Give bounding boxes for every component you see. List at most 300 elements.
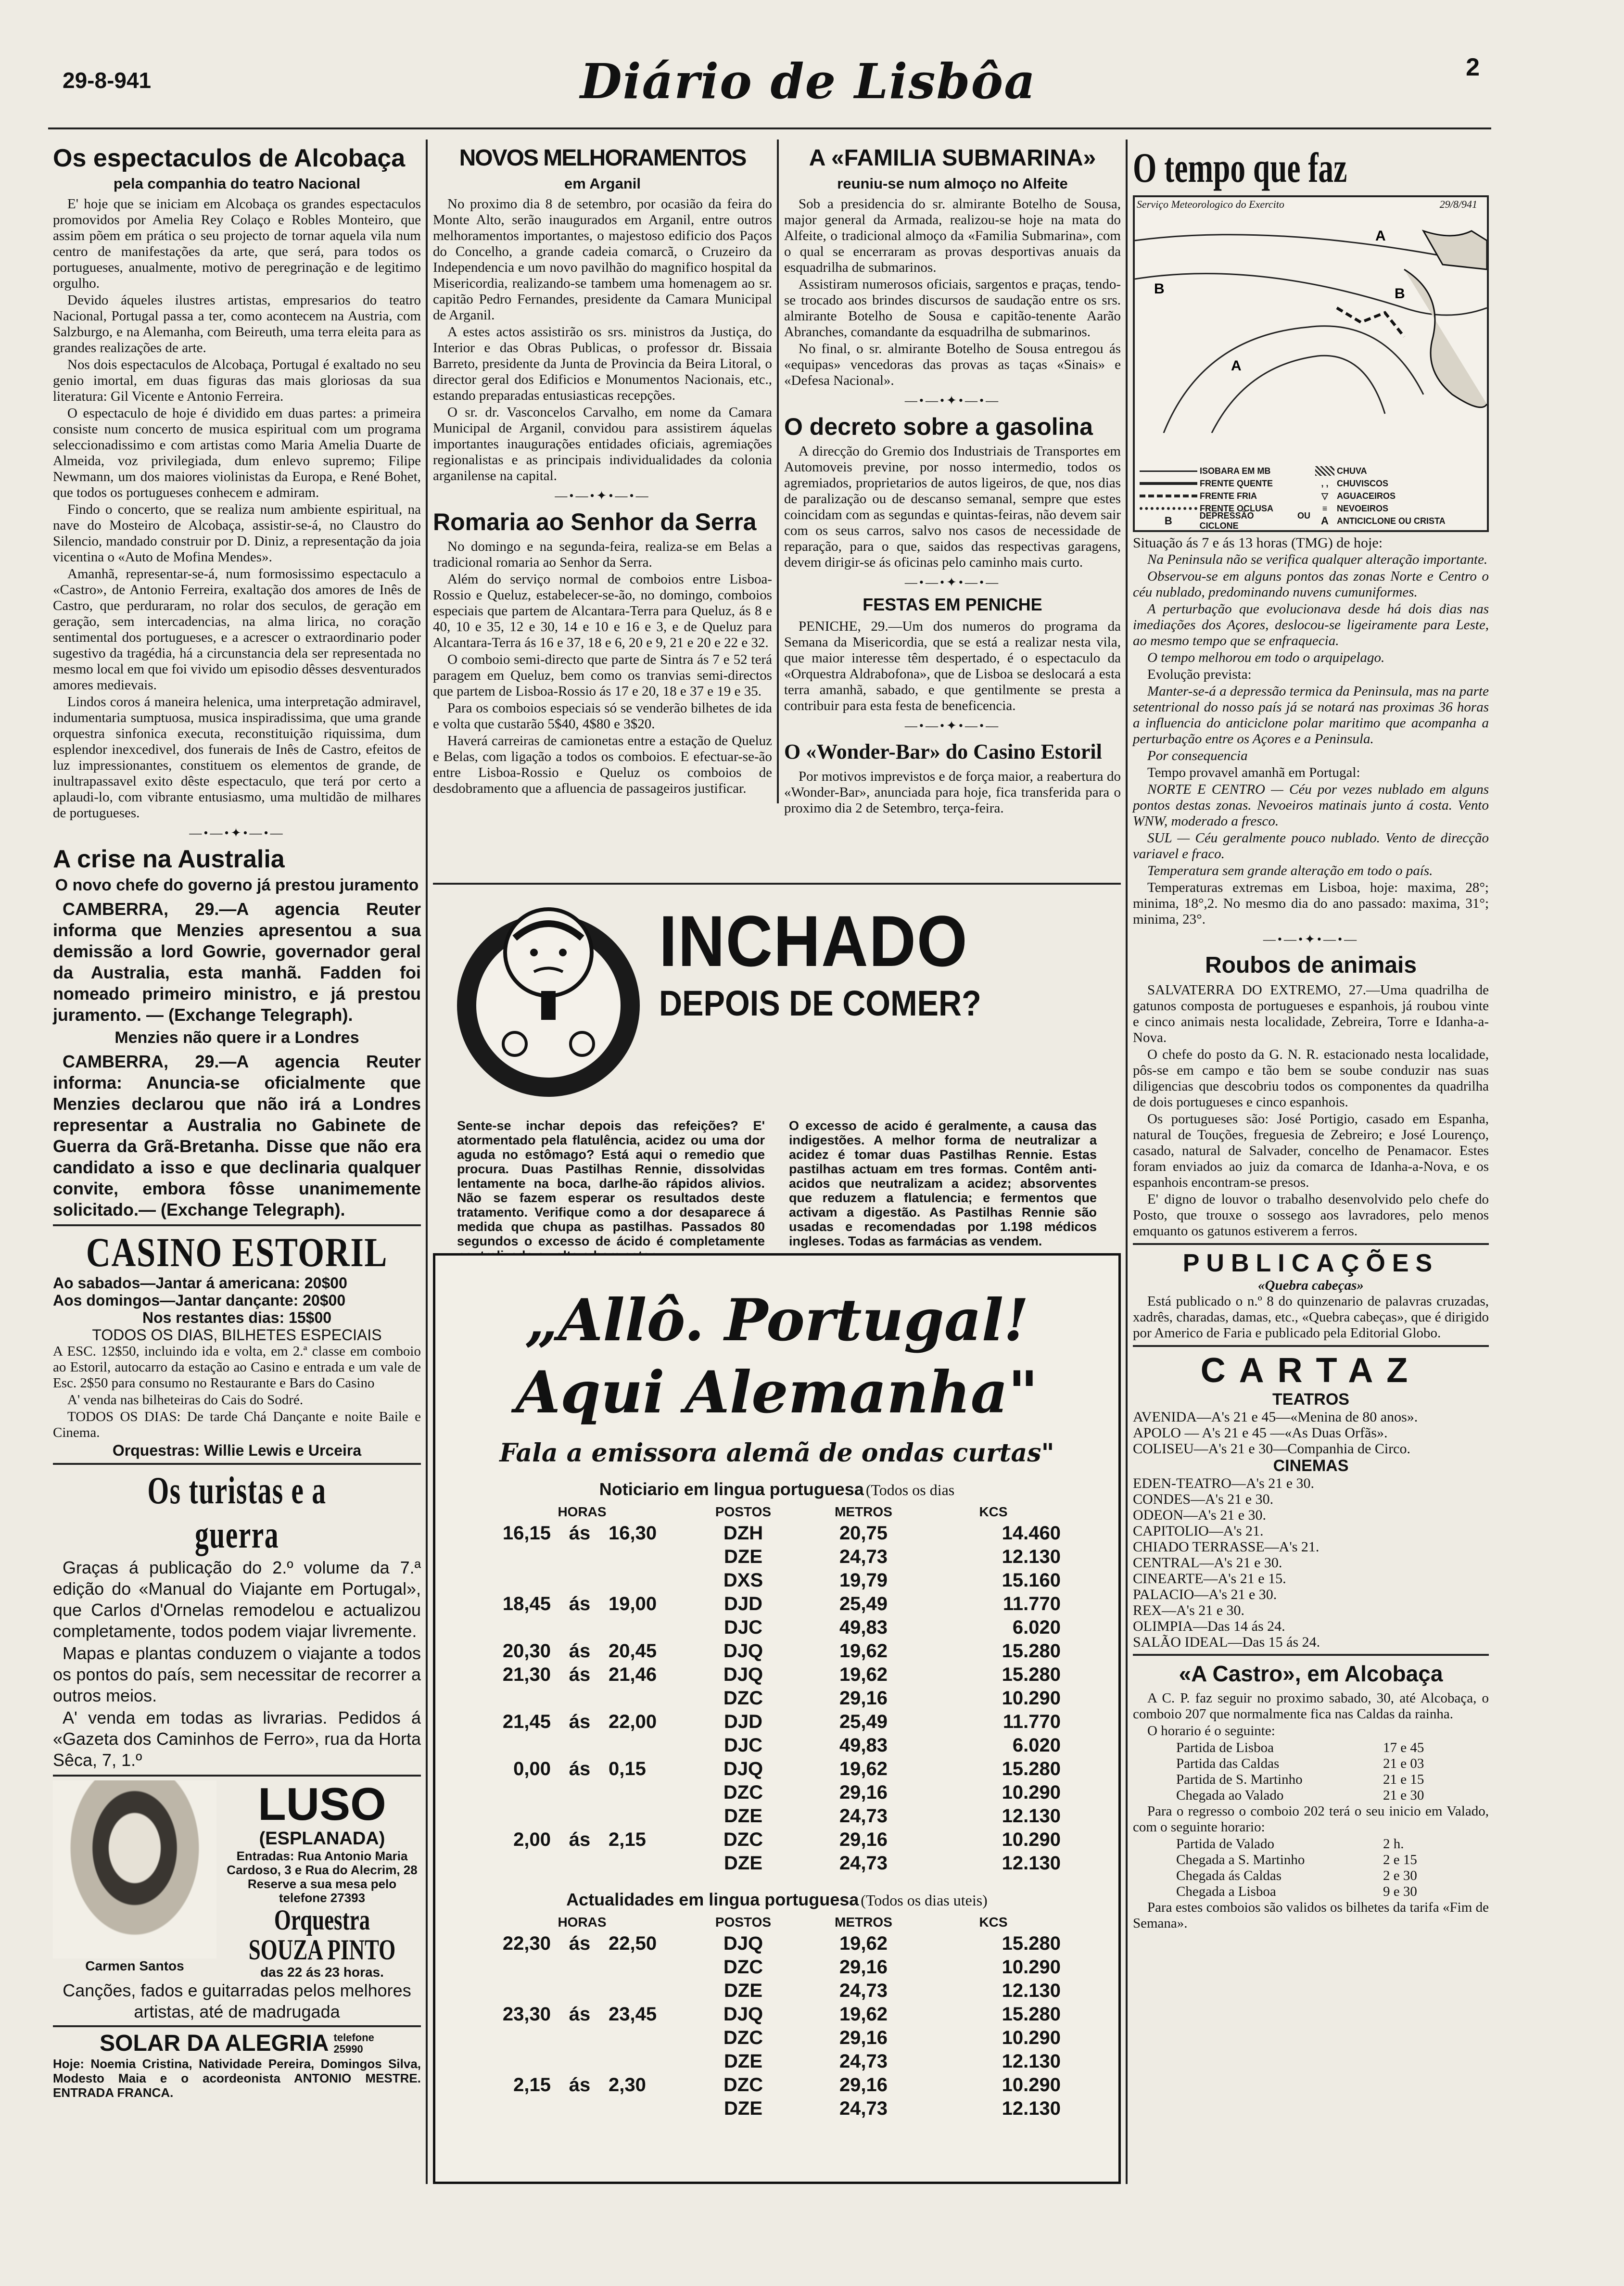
schedule-cell [551,1804,609,1828]
schedule-row [479,1757,1061,1781]
timetable-stop: Chegada ás Caldas [1176,1868,1282,1883]
paragraph: A estes actos assistirão os srs. ministros da Justiça, do Interior e das Obras Publicas, o professor dr. Bissaia Barreto, presidente da Junta de Provincia da Beira Litoral, o director geral dos Edificios e Monumentos Nacionais, etc., estando preparadas entusiasticas recepções. [433,324,772,403]
schedule-cell [551,2050,609,2073]
legend-label: DEPRESSÃO OU CICLONE [1199,511,1310,531]
schedule-cell: ás [569,1664,591,1685]
paragraph: Sob a presidencia do sr. almirante Botelho de Sousa, major general da Armada, realizou-se hoje na mata do Alfeite, o tradicional almoço da «Familia Submarina», com o qual se encerraram as provas desportivas anuais da esquadrilha de submarinos. [784,196,1121,275]
schedule-cell: 19,00 [609,1593,657,1614]
schedule-row [479,1956,1061,1979]
schedule-row [479,2073,1061,2097]
schedule-cell: 15.280 [1002,1758,1061,1779]
portrait-photo [53,1780,216,1958]
schedule-cell: 20,75 [839,1523,888,1544]
schedule-cell: 29,16 [839,1829,888,1850]
paragraph: Para estes comboios são validos os bilhetes da tarifa «Fim de Semana». [1133,1900,1489,1931]
separator-ornament: —•—•✦•—•— [555,489,650,503]
teatros-list [1133,1409,1489,1457]
paragraph: E' digno de louvor o trabalho desenvolvido pelo chefe do Posto, que trouxe o sossego aos lavradores, pelo menos emquanto os gatunos estiverem a ferros. [1133,1192,1489,1239]
anticyclone-symbol: A [1321,515,1329,527]
ad-line: Nos restantes dias: 15$00 [142,1309,332,1326]
schedule-cell [609,1687,685,1710]
section-rule [53,1463,421,1465]
schedule-cell: 29,16 [839,2027,888,2048]
ad-rennie-inchado [433,890,1121,1246]
schedule-cell: 10.290 [1002,1782,1061,1803]
ad-luso [53,1780,421,1980]
schedule-row [479,1828,1061,1852]
schedule-cell: 22,50 [609,1933,657,1954]
schedule-row [479,1616,1061,1639]
schedule-cell: 12.130 [1002,1980,1061,2001]
schedule-cell: 12.130 [1002,1853,1061,1874]
paragraph: Nos dois espectaculos de Alcobaça, Portugal é exaltado no seu genio imortal, em duas figuras das mais gloriosas da sua literatura: Gil Vicente e Antonio Ferreira. [53,357,421,404]
legend-label: NEVOEIROS [1337,503,1389,513]
schedule-cell: 19,62 [839,1758,888,1779]
paragraph: Está publicado o n.º 8 do quinzenario de palavras cruzadas, xadrês, charadas, damas, etc., «Quebra cabeças», que é dirigido por Americo de Faria e publicado pela Editorial Globo. [1133,1294,1489,1341]
timetable-time: 9 e 30 [1383,1884,1417,1899]
newspaper-name: Diário de Lisbôa [580,53,1037,110]
schedule-cell: ás [569,1593,591,1614]
schedule-cell: 2,15 [513,2074,551,2096]
column-3 [784,144,1121,817]
article-wonderbar [784,738,1121,816]
headline: O «Wonder-Bar» do Casino Estoril [784,740,1102,763]
schedule-cell: 29,16 [839,1688,888,1709]
article-castro-alcobaca [1133,1660,1489,1931]
schedule-cell: DJQ [723,2004,763,2025]
train-timetable [1133,1836,1489,1900]
svg-text:B: B [1395,286,1405,302]
schedule-cell [479,1687,551,1710]
paragraph: A C. P. faz seguir no proximo sabado, 30, até Alcobaça, o comboio 207 que normalmente fica nas Caldas da rainha. [1133,1690,1489,1722]
subheadline: «Quebra cabeças» [1258,1278,1364,1293]
ad-radio-alemanha [433,1253,1121,2184]
schedule-cell: 19,62 [839,1640,888,1662]
svg-text:B: B [1154,281,1165,297]
paragraph: NORTE E CENTRO — Céu por vezes nublado em alguns pontos destas zonas. Nevoeiros matinais junto á costa. Vento WNW, moderado a fresco. [1133,782,1489,829]
paragraph: O comboio semi-directo que parte de Sintra ás 7 e 52 terá paragem em Queluz, bem como os tranvias semi-directos que partem de Lisboa-Rossio ás 17 e 20, 18 e 37 e 19 e 35. [433,652,772,699]
headline: A crise na Australia [53,845,285,873]
paragraph: O tempo melhorou em todo o arquipelago. [1147,650,1385,665]
schedule-note: (Todos os dias [865,1481,955,1499]
isobar-chart [1135,212,1487,433]
paragraph: Graças á publicação do 2.º volume da 7.ª edição do «Manual do Viajante em Portugal», que Carlos d'Ornelas remodelou e actualizou completamente, todos podem viajar livremente. [53,1558,421,1641]
legend-label: FRENTE FRIA [1200,491,1257,501]
showers-symbol: ▽ [1321,491,1328,501]
schedule-row [479,1781,1061,1804]
column-rule [426,140,428,2184]
schedule-cell: 20,30 [502,1640,551,1662]
schedule-cell: 12.130 [1002,1546,1061,1567]
ad-subheadline: DEPOIS DE COMER? [659,983,981,1023]
legend-label: ANTICICLONE OU CRISTA [1337,516,1446,526]
schedule-row [479,2097,1061,2121]
schedule-cell: 10.290 [1002,1956,1061,1978]
photo-caption: Carmen Santos [85,1958,184,1973]
schedule-cell: DZC [723,2074,763,2096]
ad-line: Orquestras: Willie Lewis e Urceira [112,1442,362,1459]
ad-line: TODOS OS DIAS, BILHETES ESPECIAIS [92,1326,382,1344]
timetable-stop: Chegada a S. Martinho [1176,1852,1305,1867]
schedule-cell: 15.160 [1002,1570,1061,1591]
headline: A «FAMILIA SUBMARINA» [809,145,1096,171]
ad-line: Hoje: Noemia Cristina, Natividade Pereira, Domingos Silva, Modesto Maia e o acordeonista ANTONIO MESTRE. ENTRADA FRANCA. [53,2057,421,2100]
schedule-cell: 10.290 [1002,1688,1061,1709]
schedule-row [479,1734,1061,1757]
schedule-cell: 2,30 [609,2074,646,2096]
paragraph: A' venda nas bilheteiras do Cais do Sodré. [67,1392,304,1408]
ad-title: SOLAR DA ALEGRIA [100,2031,329,2056]
paragraph: Mapas e plantas conduzem o viajante a todos os pontos do país, sem necessitar de recorrer a outros meios. [53,1643,421,1705]
schedule-cell: DXS [723,1570,763,1591]
schedule-cell: 2,15 [609,1829,646,1850]
schedule-cell [551,1616,609,1639]
column-1 [53,144,421,2100]
schedule-cell: 15.280 [1002,1640,1061,1662]
schedule-cell: 12.130 [1002,1805,1061,1827]
map-date: 29/8/941 [1439,198,1477,210]
paragraph: Por consequencia [1147,748,1248,763]
schedule-cell [479,1979,551,2003]
listing-item: CONDES—A's 21 e 30. [1133,1491,1274,1507]
paragraph: Haverá carreiras de camionetas entre a estação de Queluz e Belas, com ligação a todos os comboios. E efectuar-se-ão entre Lisboa-Rossio e Queluz os comboios de desdobramento que a afluencia de passageiros justificar. [433,733,772,796]
schedule-cell: 22,30 [502,1933,551,1954]
timetable-time: 21 e 30 [1383,1788,1424,1803]
schedule-cell [609,1804,685,1828]
schedule-row [479,1522,1061,1545]
section-title: PUBLICAÇÕES [1182,1249,1439,1277]
schedule-cell: 6.020 [1012,1735,1061,1756]
paragraph: E' hoje que se iniciam em Alcobaça os grandes espectaculos promovidos por Amelia Rey Colaço e Robles Monteiro, que assim põem em prática o seu projecto de tornar aquela vila num centro de manifestações da arte, que será, para todos os portugueses, anualmente, motivo de peregrinação e de legitimo orgulho. [53,196,421,291]
ad-title-line-2: Aqui Alemanha" [515,1359,1039,1426]
schedule-cell [551,1545,609,1569]
timetable-row [1133,1852,1489,1868]
listing-item: AVENIDA—A's 21 e 45—«Menina de 80 anos». [1133,1409,1418,1425]
listing-item: PALACIO—A's 21 e 30. [1133,1587,1277,1602]
schedule-cell: 11.770 [1002,1711,1061,1732]
schedule-cell [551,1979,609,2003]
schedule-cell [551,1852,609,1875]
map-legend [1140,465,1486,531]
schedule-cell: 19,79 [839,1570,888,1591]
schedule-cell: DJC [723,1617,763,1638]
schedule-cell: 24,73 [839,1546,888,1567]
schedule-cell: 25,49 [839,1593,888,1614]
rain-symbol [1315,466,1334,476]
schedule-cell: 0,00 [513,1758,551,1779]
schedule-cell: 10.290 [1002,1829,1061,1850]
timetable-stop: Partida das Caldas [1176,1756,1280,1771]
section-rule [53,2025,421,2027]
schedule-cell: ás [569,1758,591,1779]
schedule-cell: 29,16 [839,1956,888,1978]
paragraph: Amanhã, representar-se-á, num formosissimo espectaculo a «Castro», de Antonio Ferreira, exaltação dos amores de Inês de Castro, que perduraram, no rolar dos seculos, de geração em geração, sem intercadencias, na alma lirica, no coração sentimental dos portugueses, e a acrescer o extraordinario poder sugestivo da tragédia, há a circunstancia dela ser representada no mesmo local em que foi vivido um episodio dêsses desventurados amores medievais. [53,566,421,693]
isobar-symbol [1140,470,1197,472]
schedule-cell: 24,73 [839,2098,888,2119]
schedule-cell: 15.280 [1002,2004,1061,2025]
paragraph: Por motivos imprevistos e de força maior, a reabertura do «Wonder-Bar», anunciada para hoje, fica transferida para o proximo dia 2 de Setembro, terça-feira. [784,769,1121,816]
schedule-cell: DJQ [723,1933,763,1954]
schedule-cell: DZE [724,2098,762,2119]
cold-front-symbol [1140,495,1197,497]
headline: NOVOS MELHORAMENTOS [459,145,746,171]
paragraph: A ESC. 12$50, incluindo ida e volta, em 2.ª classe em comboio ao Estoril, autocarro da estação ao Casino e entrada e um vale de Esc. 2$50 para consumo no Restaurante e Bars do Casino [53,1344,421,1391]
schedule-cell: 49,83 [839,1617,888,1638]
schedule-cell: DZE [724,1853,762,1874]
ad-turistas [53,1469,421,1771]
paragraph: Para o regresso o comboio 202 terá o seu inicio em Valado, com o seguinte horario: [1133,1803,1489,1835]
schedule-row [479,1569,1061,1592]
headline: O tempo que faz [1133,145,1347,191]
schedule-cell [479,1569,551,1592]
schedule-heading: Noticiario em lingua portuguesa [599,1479,864,1499]
schedule-cell: 20,45 [609,1640,657,1662]
paragraph: Situação ás 7 e ás 13 horas (TMG) de hoje: [1133,535,1383,551]
schedule-cell: 10.290 [1002,2027,1061,2048]
paragraph: SUL — Céu geralmente pouco nublado. Vento de direcção variavel e fraco. [1133,830,1489,862]
warm-front-symbol [1140,482,1197,485]
ad-line: Aos domingos—Jantar dançante: 20$00 [53,1292,346,1309]
schedule-cell: 22,00 [609,1711,657,1732]
paragraph: Findo o concerto, que se realiza num ambiente espiritual, na nave do Mosteiro de Alcobaça, assistir-se-á, no Claustro do Silencio, mandado construir por D. Diniz, a representação da joia vicentina o «Auto de Mofina Mendes». [53,502,421,565]
article-romaria [433,508,772,797]
section-rule [53,1224,421,1226]
schedule-cell: 24,73 [839,1980,888,2001]
headline: Roubos de animais [1205,952,1417,978]
news-schedule-table [479,1504,1061,1875]
timetable-time: 2 e 15 [1383,1852,1417,1867]
column-header: POSTOS [715,1915,772,1930]
article-alcobaca [53,144,421,821]
paragraph: No final, o sr. almirante Botelho de Sousa entregou ás «equipas» vencedoras das provas as taças «Sinais» e «Defesa Nacional». [784,341,1121,388]
listing-item: CENTRAL—A's 21 e 30. [1133,1555,1282,1571]
schedule-cell: ás [569,1711,591,1732]
schedule-cell: 18,45 [502,1593,551,1614]
ad-line: Canções, fados e guitarradas pelos melhores artistas, até de madrugada [63,1981,411,2021]
paragraph: Os portugueses são: José Portigio, casado em Espanha, natural de Touções, freguesia de Zebreiro; e José Lourenço, casado, natural de Salvader, concelho de Penamacor. Estes foram enviados ao juiz da comarca de Idanha-a-Nova, e os espanhois encontram-se presos. [1133,1111,1489,1190]
section-cartaz [1133,1351,1489,1650]
headline: O decreto sobre a gasolina [784,413,1093,440]
schedule-cell: 29,16 [839,1782,888,1803]
column-header: HORAS [558,1504,607,1519]
schedule-cell [479,2050,551,2073]
schedule-cell: DZC [723,2027,763,2048]
paragraph: Temperaturas extremas em Lisboa, hoje: maxima, 28°; minima, 18°,2. No mesmo dia do ano passado: maxima, 31°; minima, 23°. [1133,880,1489,927]
timetable-row [1133,1788,1489,1803]
timetable-time: 17 e 45 [1383,1740,1424,1755]
article-familia-submarina [784,144,1121,389]
phone-label: telefone [333,2031,374,2044]
schedule-row [479,2026,1061,2050]
schedule-cell: ás [569,1933,591,1954]
schedule-cell [609,1616,685,1639]
article-australia [53,845,421,1220]
paragraph: Evolução prevista: [1147,667,1252,682]
ad-title: LUSO [258,1778,386,1830]
column-header: HORAS [558,1915,607,1930]
schedule-cell [479,1956,551,1979]
schedule-cell [479,1734,551,1757]
schedule-cell: 24,73 [839,1805,888,1827]
column-rule [1126,140,1128,2184]
article-peniche [784,595,1121,714]
listing-item: CAPITOLIO—A's 21. [1133,1523,1264,1539]
article-arganil [433,144,772,484]
schedule-row [479,1852,1061,1875]
paragraph: Lindos coros á maneira helenica, uma interpretação admiravel, indumentaria sumptuosa, musica inspiradissima, que uma grande orquestra sinfonica executa, reconstituição riquissima, dum esplendor inexcedivel, dos funerais de Inês de Castro, efeitos de luz impressionantes, constituem os elementos de grande, de inultrapassavel exito dêste espectaculo, que terá por certo a aplaudi-lo, com vibrante entusiasmo, uma multidão de milhares de portugueses. [53,694,421,821]
schedule-cell: DZE [724,2051,762,2072]
schedule-cell: 21,30 [502,1664,551,1685]
phone-number: 25990 [333,2043,363,2055]
separator-ornament: —•—•✦•—•— [904,394,1001,407]
subheadline: Menzies não quere ir a Londres [114,1029,359,1047]
separator-ornament: —•—•✦•—•— [189,826,285,840]
headline: Romaria ao Senhor da Serra [433,508,757,535]
schedule-cell: 21,46 [609,1664,657,1685]
svg-text:A: A [1375,228,1386,244]
cinemas-list [1133,1475,1489,1650]
column-header: KCS [979,1504,1008,1519]
schedule-cell: DZE [724,1546,762,1567]
timetable-row [1133,1868,1489,1884]
schedule-cell [609,1569,685,1592]
schedule-cell: DJQ [723,1640,763,1662]
schedule-cell: DJD [723,1711,763,1732]
headline: «A Castro», em Alcobaça [1179,1661,1443,1686]
schedule-cell: ás [569,2074,591,2096]
schedule-cell [609,1545,685,1569]
schedule-cell [609,1979,685,2003]
timetable-row [1133,1884,1489,1900]
schedule-cell: 23,45 [609,2004,657,2025]
schedule-cell: DZE [724,1805,762,1827]
schedule-cell [609,2050,685,2073]
paragraph: O sr. dr. Vasconcelos Carvalho, em nome da Camara Municipal de Arganil, convidou para assistirem áquelas importantes inaugurações entidades oficiais, agremiações regionalistas e as principais individualidades da colonia arganilense na capital. [433,405,772,483]
ad-title: CASINO ESTORIL [86,1229,388,1275]
schedule-cell: 24,73 [839,1853,888,1874]
timetable-stop: Chegada ao Valado [1176,1788,1284,1803]
paragraph: SALVATERRA DO EXTREMO, 27.—Uma quadrilha de gatunos composta de portugueses e espanhois, já roubou vinte e cinco animais nesta localidade, Zebreira, Torre e Idanha-a-Nova. [1133,982,1489,1045]
column-2 [433,144,772,798]
listing-item: SALÃO IDEAL—Das 15 ás 24. [1133,1634,1320,1650]
schedule-cell: DZC [723,1829,763,1850]
schedule-cell [479,2026,551,2050]
paragraph: No domingo e na segunda-feira, realiza-se em Belas a tradicional romaria ao Senhor da Serra. [433,539,772,570]
schedule-cell: ás [569,2004,591,2025]
schedule-cell: ás [569,1829,591,1850]
actualidades-schedule-table [479,1915,1061,2121]
paragraph: Assistiram numerosos oficiais, sargentos e praças, tendo-se trocado aos brindes discursos de saudação entre os srs. almirante Botelho de Sousa e capitão-tenente Aarão Abranches, comandante da esquadrilha de submarinos. [784,277,1121,340]
ad-body-left: Sente-se inchar depois das refeições? E' atormentado pela flatulência, acidez ou uma dor aguda no estômago? Está aqui o remedio que procura. Duas Pastilhas Rennie, dissolvidas lentamente na boca, darlhe-ão rápidos alivios. Não se fazem esperar os resultados deste tratamento. Verifique como a dor desaparece á medida que chupa as pastilhas. Passados 80 segundos o excesso de ácido é completamente [457,1118,765,1248]
section-title: CARTAZ [1200,1351,1421,1390]
schedule-cell [479,1545,551,1569]
legend-label: CHUVISCOS [1337,478,1389,488]
ad-line: SOUZA PINTO [248,1934,396,1966]
timetable-stop: Partida de S. Martinho [1176,1772,1303,1787]
schedule-cell [551,2026,609,2050]
subsection-title: CINEMAS [1273,1457,1349,1475]
schedule-cell [479,1804,551,1828]
subsection-title: TEATROS [1272,1390,1349,1409]
schedule-cell [551,1734,609,1757]
paragraph: A perturbação que evolucionava desde há dois dias nas imediações dos Açores, deslocou-se ligeiramente para Leste, ao mesmo tempo que se enfraquecia. [1133,601,1489,648]
schedule-cell: 11.770 [1002,1593,1061,1614]
legend-label: ISOBARA EM MB [1200,466,1271,476]
ad-line: Entradas: Rua Antonio Maria Cardoso, 3 e Rua do Alecrim, 28 [227,1849,418,1877]
schedule-cell: 19,62 [839,1664,888,1685]
timetable-time: 21 e 15 [1383,1772,1424,1787]
legend-label: FRENTE OCLUSA [1200,503,1274,513]
section-rule [1133,1654,1489,1656]
schedule-cell: DZC [723,1782,763,1803]
schedule-row [479,1639,1061,1663]
schedule-cell: 24,73 [839,2051,888,2072]
schedule-cell [609,2097,685,2121]
subheadline: pela companhia do teatro Nacional [113,175,361,192]
schedule-row [479,1932,1061,1956]
schedule-cell: DZH [723,1523,763,1544]
ad-body-right: O excesso de acido é geralmente, a causa das indigestões. A melhor forma de neutralizar a acidez é tomar duas Pastilhas Rennie. Estas pastilhas actuam em tres formas. Contêm anti-acidos que neutralizam a acidez; absorventes que reduzem a flatulencia; e fermentos que activam a digestão. As Pastilhas Rennie são usadas e recomendadas por 1.198 médicos ingleses. Todas as farmácias as vendem. [789,1118,1097,1248]
listing-item: CINEARTE—A's 21 e 15. [1133,1571,1286,1587]
column-header: KCS [979,1915,1008,1930]
timetable-stop: Partida de Lisboa [1176,1740,1274,1755]
schedule-cell: 21,45 [502,1711,551,1732]
ad-solar-alegria [53,2030,421,2100]
schedule-cell: DJQ [723,1758,763,1779]
timetable-stop: Partida de Valado [1176,1836,1275,1852]
article-tempo [1133,144,1489,927]
schedule-row [479,1687,1061,1710]
schedule-cell: 19,62 [839,2004,888,2025]
subheadline: em Arganil [564,175,641,192]
paragraph: Observou-se em alguns pontos das zonas Norte e Centro o céu nublado, predominando nuvens cumuniformes. [1133,569,1489,600]
section-rule [433,883,1121,885]
separator-ornament: —•—•✦•—•— [904,719,1001,733]
paragraph: PENICHE, 29.—Um dos numeros do programa da Semana da Misericordia, que se está a realizar nesta vila, que maior interesse têm despertado, é o espectaculo da «Orquestra Aldrabofona», que de Lisboa se deslocará a esta terra amanhã, sabado, e que gentilmente se presta a contribuir para esta festa de beneficencia. [784,619,1121,713]
schedule-cell [479,1616,551,1639]
schedule-cell [609,1781,685,1804]
column-header: METROS [835,1504,892,1519]
subheadline: O novo chefe do governo já prestou juramento [55,876,419,894]
paragraph: CAMBERRA, 29.—A agencia Reuter informa: Anuncia-se oficialmente que Menzies declarou que não irá a Londres representar a Australia no Gabinete de Guerra da Grã-Bretanha. Disse que não era candidato a isso e que declinaria qualquer convite, embora fôsse unanimemente solicitado.— (Exchange Telegraph). [53,1052,421,1219]
schedule-cell: 16,30 [609,1523,657,1544]
column-header: METROS [835,1915,892,1930]
timetable-row [1133,1756,1489,1772]
schedule-cell: 14.460 [1002,1523,1061,1544]
schedule-row [479,1545,1061,1569]
schedule-row [479,2050,1061,2073]
schedule-cell: ás [569,1523,591,1544]
paragraph: O horario é o seguinte: [1147,1723,1275,1739]
timetable-row [1133,1772,1489,1788]
paragraph: Devido áqueles ilustres artistas, empresarios do teatro Nacional, Portugal passa a ter, como acontecem na Austria, com Salzburgo, e na Alemanha, com Beireuth, uma terra eleita para as grandes realizações de arte. [53,292,421,356]
schedule-cell: 12.130 [1002,2098,1061,2119]
schedule-cell [479,1852,551,1875]
schedule-row [479,1710,1061,1734]
masthead-rule [48,127,1491,129]
schedule-cell: 15.280 [1002,1664,1061,1685]
headline: FESTAS EM PENICHE [863,595,1042,614]
timetable-time: 2 e 30 [1383,1868,1417,1883]
paragraph: Para os comboios especiais só se venderão bilhetes de ida e volta que custarão 5$40, 4$80 e 3$20. [433,700,772,732]
section-rule [1133,1345,1489,1347]
schedule-cell [609,2026,685,2050]
timetable-row [1133,1836,1489,1852]
schedule-row [479,1804,1061,1828]
separator-ornament: —•—•✦•—•— [1263,932,1359,946]
ad-casino-estoril [53,1230,421,1459]
swollen-man-illustration [443,895,654,1106]
